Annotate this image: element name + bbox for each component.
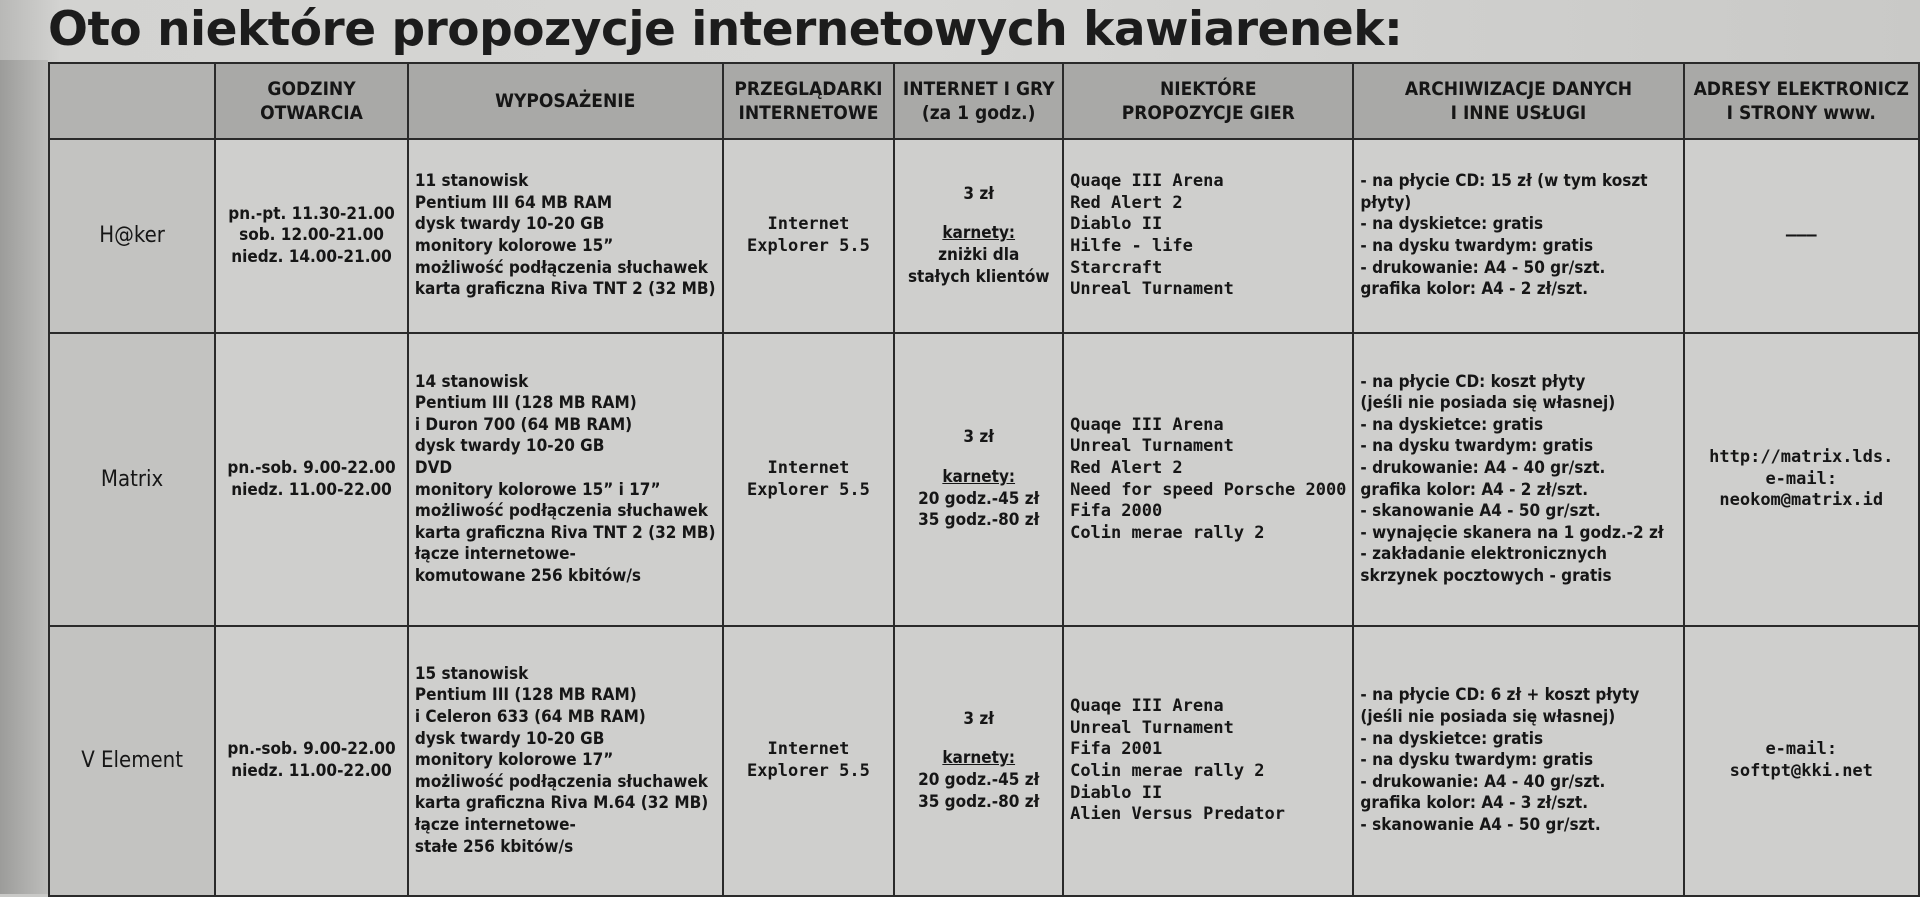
services-cell	[1353, 139, 1683, 333]
service-line: grafika kolor: A4 - 2 zł/szt.	[1360, 279, 1589, 300]
header-hours	[215, 63, 408, 139]
contact-line: softpt@kki.net	[1729, 761, 1873, 781]
header-contact	[1684, 63, 1919, 139]
price-cell	[894, 626, 1063, 896]
equipment-line: Pentium III (128 MB RAM)	[414, 393, 637, 414]
price-spacer	[901, 205, 1056, 223]
table-row	[49, 333, 1919, 626]
header-services-line: I INNE USŁUGI	[1450, 102, 1587, 124]
price-spacer	[901, 730, 1056, 748]
service-line: - na dysku twardym: gratis	[1360, 236, 1594, 256]
game-line: Diablo II	[1070, 782, 1163, 803]
header-contact-line: I STRONY www.	[1726, 102, 1876, 124]
service-line: - skanowanie A4 - 50 gr/szt.	[1360, 814, 1601, 835]
price-detail-line: 35 godz.-80 zł	[918, 791, 1040, 812]
equipment-line: dysk twardy 10-20 GB	[414, 728, 605, 749]
service-line: (jeśli nie posiada się własnej)	[1360, 707, 1616, 728]
services-cell	[1353, 333, 1683, 626]
equipment-line: monitory kolorowe 15”	[414, 236, 614, 256]
equipment-line: łącze internetowe-	[414, 544, 576, 565]
equipment-line: dysk twardy 10-20 GB	[414, 214, 605, 235]
header-games-line: NIEKTÓRE	[1159, 78, 1257, 100]
equipment-line: 11 stanowisk	[414, 171, 529, 192]
price-detail-line: 35 godz.-80 zł	[918, 510, 1040, 531]
price-main: 3 zł	[963, 183, 994, 204]
header-equipment-line: WYPOSAŻENIE	[495, 90, 636, 112]
price-cell	[894, 333, 1063, 626]
opening-hours-line: sob. 12.00-21.00	[239, 225, 384, 246]
game-line: Quaqe III Arena	[1070, 696, 1224, 717]
opening-hours-line: niedz. 11.00-22.00	[231, 761, 392, 781]
table-row	[49, 626, 1919, 896]
opening-hours-line: pn.-sob. 9.00-22.00	[227, 457, 396, 478]
equipment-line: karta graficzna Riva M.64 (32 MB)	[414, 793, 709, 814]
service-line: płyty)	[1360, 192, 1412, 213]
opening-hours-line: pn.-sob. 9.00-22.00	[227, 739, 396, 760]
price-detail-line: 20 godz.-45 zł	[918, 770, 1040, 790]
equipment-line: 15 stanowisk	[414, 663, 529, 684]
equipment-line: możliwość podłączenia słuchawek	[414, 771, 708, 792]
price-passes-label: karnety:	[942, 223, 1016, 244]
equipment-line: możliwość podłączenia słuchawek	[414, 501, 708, 522]
contact-cell	[1684, 626, 1919, 896]
table-header-row	[49, 63, 1919, 139]
equipment-line: i Celeron 633 (64 MB RAM)	[414, 707, 646, 728]
cafe-name: Matrix	[49, 333, 215, 626]
service-line: - na dyskietce: gratis	[1360, 214, 1544, 235]
equipment-line: monitory kolorowe 15” i 17”	[414, 479, 661, 500]
browser-line: Internet	[767, 457, 850, 478]
game-line: Hilfe - life	[1070, 236, 1193, 256]
service-line: - wynajęcie skanera na 1 godz.-2 zł	[1360, 522, 1664, 543]
game-line: Red Alert 2	[1070, 457, 1183, 478]
contact-line: e-mail:	[1765, 739, 1838, 760]
header-games-line: PROPOZYCJE GIER	[1121, 102, 1295, 124]
equipment-line: łącze internetowe-	[414, 814, 576, 835]
browser-line: Internet	[767, 739, 850, 760]
contact-line: neokom@matrix.id	[1719, 490, 1884, 511]
equipment-line: 14 stanowisk	[414, 371, 529, 392]
browser-line: Explorer 5.5	[747, 761, 870, 781]
equipment-line: karta graficzna Riva TNT 2 (32 MB)	[414, 522, 716, 543]
price-cell	[894, 139, 1063, 333]
price-detail-line: zniżki dla	[938, 245, 1020, 265]
game-line: Quaqe III Arena	[1070, 414, 1224, 435]
equipment-line: stałe 256 kbitów/s	[414, 836, 574, 857]
games-cell	[1063, 333, 1353, 626]
browser-cell	[723, 139, 895, 333]
service-line: - na płycie CD: koszt płyty	[1360, 371, 1586, 392]
opening-hours-cell	[215, 139, 408, 333]
header-prices-line: INTERNET I GRY	[902, 78, 1055, 100]
service-line: grafika kolor: A4 - 3 zł/szt.	[1360, 793, 1589, 814]
opening-hours-line: niedz. 14.00-21.00	[231, 246, 392, 267]
cafe-name: V Element	[49, 626, 215, 896]
equipment-line: DVD	[414, 457, 453, 478]
header-services	[1353, 63, 1683, 139]
equipment-line: Pentium III 64 MB RAM	[414, 192, 613, 213]
header-corner	[49, 63, 215, 139]
service-line: - drukowanie: A4 - 40 gr/szt.	[1360, 771, 1606, 792]
table-row	[49, 139, 1919, 333]
services-cell	[1353, 626, 1683, 896]
game-line: Fifa 2001	[1070, 739, 1163, 760]
contact-cell	[1684, 333, 1919, 626]
game-line: Alien Versus Predator	[1070, 804, 1286, 825]
table-body	[49, 139, 1919, 896]
equipment-cell	[408, 626, 723, 896]
browser-line: Explorer 5.5	[747, 479, 870, 500]
price-spacer	[901, 449, 1056, 467]
price-detail-line: stałych klientów	[907, 266, 1050, 287]
header-hours-line: OTWARCIA	[260, 102, 363, 124]
contact-line: ———	[1785, 225, 1817, 246]
header-browsers-line: INTERNETOWE	[738, 102, 879, 124]
games-cell	[1063, 626, 1353, 896]
opening-hours-line: pn.-pt. 11.30-21.00	[228, 203, 395, 224]
game-line: Unreal Turnament	[1070, 436, 1234, 457]
header-games	[1063, 63, 1353, 139]
header-prices	[894, 63, 1063, 139]
equipment-line: możliwość podłączenia słuchawek	[414, 257, 708, 278]
game-line: Colin merae rally 2	[1070, 761, 1265, 781]
game-line: Diablo II	[1070, 214, 1163, 235]
equipment-line: komutowane 256 kbitów/s	[414, 565, 642, 586]
browser-line: Explorer 5.5	[747, 236, 870, 256]
contact-line: e-mail:	[1765, 468, 1838, 489]
price-passes-label: karnety:	[942, 466, 1016, 487]
service-line: grafika kolor: A4 - 2 zł/szt.	[1360, 479, 1589, 500]
game-line: Need for speed Porsche 2000	[1070, 479, 1347, 500]
service-line: - skanowanie A4 - 50 gr/szt.	[1360, 501, 1601, 522]
contact-line: http://matrix.lds.	[1709, 447, 1894, 468]
page-title: Oto niektóre propozycje internetowych kawiarenek:	[48, 2, 1403, 57]
cafe-comparison-table	[48, 62, 1920, 897]
equipment-line: i Duron 700 (64 MB RAM)	[414, 414, 633, 435]
service-line: - na dysku twardym: gratis	[1360, 436, 1594, 457]
header-equipment	[408, 63, 723, 139]
equipment-cell	[408, 139, 723, 333]
service-line: - zakładanie elektronicznych	[1360, 544, 1607, 565]
equipment-line: monitory kolorowe 17”	[414, 750, 614, 771]
equipment-line: Pentium III (128 MB RAM)	[414, 685, 637, 706]
opening-hours-cell	[215, 626, 408, 896]
contact-cell	[1684, 139, 1919, 333]
price-main: 3 zł	[963, 427, 994, 448]
browser-cell	[723, 333, 895, 626]
equipment-line: dysk twardy 10-20 GB	[414, 436, 605, 457]
header-services-line: ARCHIWIZACJE DANYCH	[1404, 78, 1633, 100]
service-line: - drukowanie: A4 - 40 gr/szt.	[1360, 457, 1606, 478]
browser-cell	[723, 626, 895, 896]
games-cell	[1063, 139, 1353, 333]
service-line: - na płycie CD: 6 zł + koszt płyty	[1360, 685, 1640, 706]
game-line: Starcraft	[1070, 257, 1163, 278]
service-line: (jeśli nie posiada się własnej)	[1360, 393, 1616, 414]
price-main: 3 zł	[963, 708, 994, 729]
left-margin-strip	[0, 60, 48, 894]
equipment-line: karta graficzna Riva TNT 2 (32 MB)	[414, 279, 716, 300]
service-line: - na płycie CD: 15 zł (w tym koszt	[1360, 171, 1648, 192]
game-line: Red Alert 2	[1070, 192, 1183, 213]
browser-line: Internet	[767, 214, 850, 235]
price-detail-line: 20 godz.-45 zł	[918, 488, 1040, 509]
header-hours-line: GODZINY	[267, 78, 356, 100]
header-browsers-line: PRZEGLĄDARKI	[734, 78, 883, 100]
game-line: Unreal Turnament	[1070, 279, 1234, 300]
service-line: - na dyskietce: gratis	[1360, 414, 1544, 435]
opening-hours-line: niedz. 11.00-22.00	[231, 479, 392, 500]
header-browsers	[723, 63, 895, 139]
opening-hours-cell	[215, 333, 408, 626]
header-prices-line: (za 1 godz.)	[921, 102, 1036, 124]
service-line: - na dyskietce: gratis	[1360, 728, 1544, 749]
game-line: Colin merae rally 2	[1070, 522, 1265, 543]
cafe-name: H@ker	[49, 139, 215, 333]
service-line: - na dysku twardym: gratis	[1360, 750, 1594, 771]
game-line: Fifa 2000	[1070, 501, 1163, 522]
game-line: Quaqe III Arena	[1070, 171, 1224, 192]
service-line: - drukowanie: A4 - 50 gr/szt.	[1360, 257, 1606, 278]
game-line: Unreal Turnament	[1070, 717, 1234, 738]
service-line: skrzynek pocztowych - gratis	[1360, 565, 1612, 586]
price-passes-label: karnety:	[942, 748, 1016, 769]
equipment-cell	[408, 333, 723, 626]
header-contact-line: ADRESY ELEKTRONICZ	[1693, 78, 1909, 100]
